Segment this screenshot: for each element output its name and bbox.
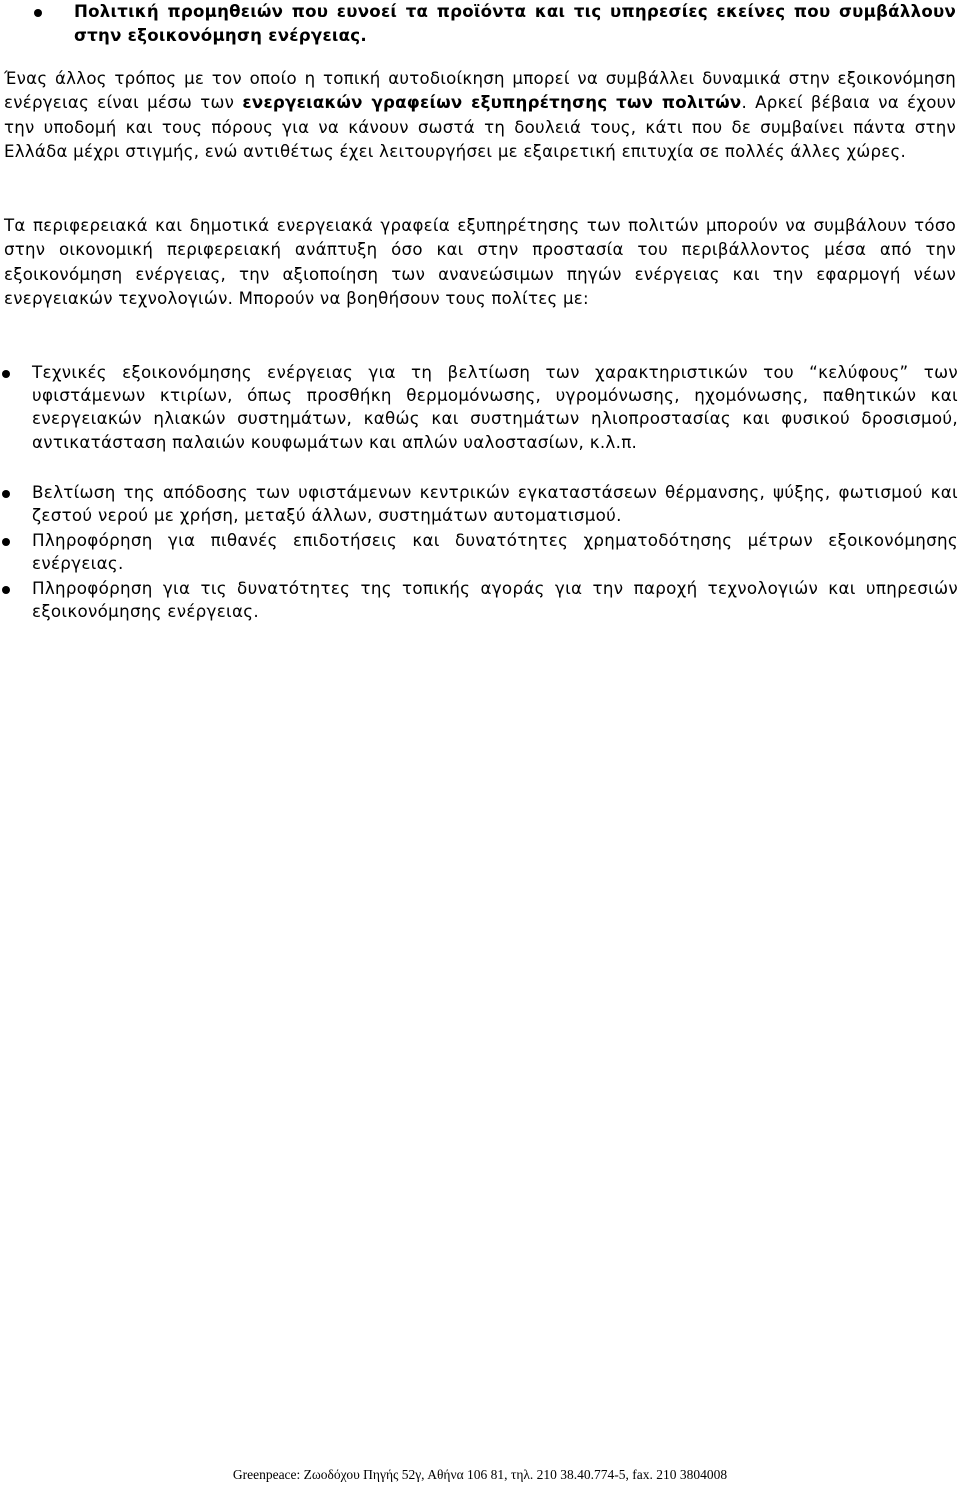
paragraph1-text-before: Ένας άλλος τρόπος με τον οποίο η τοπική αυτοδιοίκηση μπορεί να συμβάλλει δυναμικά στην εξοικονόμηση ενέργειας είναι μέσω των (4, 69, 956, 113)
bullet-dot-icon (2, 490, 10, 498)
bullet-dot-icon (2, 586, 10, 594)
bullet-dot-icon (2, 370, 10, 378)
paragraph-energy-offices (4, 67, 956, 164)
page-footer (0, 1467, 960, 1483)
paragraph1-text-after: . Αρκεί βέβαια να έχουν την υποδομή και τους πόρους για να κάνουν σωστά τη δουλειά τους, κάτι που δε συμβαίνει πάντα στην Ελλάδα μέχρι στιγμής, ενώ αντιθέτως έχει λειτουργήσει με εξαιρετική επιτυχία σε πολλές άλλες χώρες. (4, 93, 956, 161)
paragraph2-text: Τα περιφερειακά και δημοτικά ενεργειακά γραφεία εξυπηρέτησης των πολιτών μπορούν να συμβάλουν τόσο στην οικονομική περιφερειακή ανάπτυξη όσο και στην προστασία του περιβάλλοντος μέσα από την εξοικονόμηση ενέργειας, την αξιοποίηση των ανανεώσιμων πηγών ενέργειας και την εφαρμογή νέων ενεργειακών τεχνολογιών. Μπορούν να βοηθήσουν τους πολίτες με: (4, 216, 956, 308)
footer-contact-text: Greenpeace: Ζωοδόχου Πηγής 52γ, Αθήνα 106 81, τηλ. 210 38.40.774-5, fax. 210 3804008 (232, 1467, 728, 1482)
list-item-text: Πληροφόρηση για πιθανές επιδοτήσεις και δυνατότητες χρηματοδότησης μέτρων εξοικονόμησης ενέργειας. (32, 530, 958, 574)
paragraph-regional-offices (4, 214, 956, 311)
bullet-dot-icon (34, 9, 42, 17)
intro-bullet-text: Πολιτική προμηθειών που ευνοεί τα προϊόντα και τις υπηρεσίες εκείνες που συμβάλλουν στην εξοικονόμηση ενέργειας. (74, 2, 956, 45)
list-item-text: Τεχνικές εξοικονόμησης ενέργειας για τη βελτίωση των χαρακτηριστικών του “κελύφους” των υφιστάμενων κτιρίων, όπως προσθήκη θερμομόνωσης, υγρομόνωσης, ηχομόνωσης, παθητικών και ενεργειακών ηλιακών συστημάτων, καθώς και συστημάτων ηλιοπροστασίας και φυσικού δροσισμού, αντικατάσταση παλαιών κουφωμάτων και απλών υαλοστασίων, κ.λ.π. (32, 362, 958, 452)
paragraph1-bold-phrase: ενεργειακών γραφείων εξυπηρέτησης των πολιτών (242, 93, 742, 113)
list-item-text: Πληροφόρηση για τις δυνατότητες της τοπικής αγοράς για την παροχή τεχνολογιών και υπηρεσιών εξοικονόμησης ενέργειας. (32, 578, 958, 622)
list-item-text: Βελτίωση της απόδοσης των υφιστάμενων κεντρικών εγκαταστάσεων θέρμανσης, ψύξης, φωτισμού και ζεστού νερού με χρήση, μεταξύ άλλων, συστημάτων αυτοματισμού. (32, 482, 958, 526)
bullet-dot-icon (2, 538, 10, 546)
